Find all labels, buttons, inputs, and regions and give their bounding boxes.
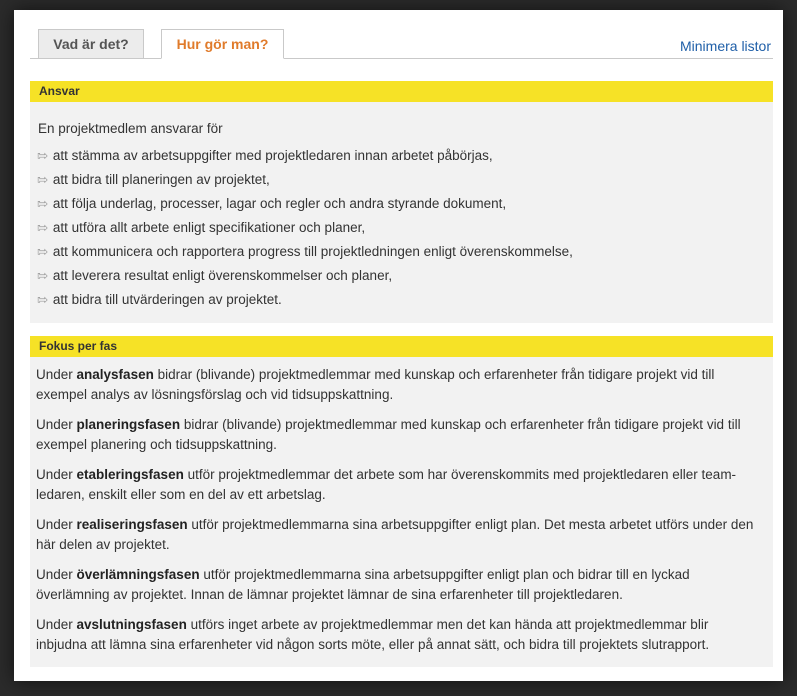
list-item: ⇰ att stämma av arbetsuppgifter med projektledaren innan arbetet påbörjas, [37,148,493,163]
arrow-icon: ⇰ [37,148,48,163]
arrow-icon: ⇰ [37,292,48,307]
phase-paragraph-planning: Under planeringsfasen bidrar (blivande) projektmedlemmar med kunskap och erfarenheter från tidigare projekt vid till exempel planering och tidsuppskattning. [36,417,741,452]
responsibility-list [30,144,773,312]
list-item: ⇰ att utföra allt arbete enligt specifikationer och planer, [37,220,366,235]
section-header-focus: Fokus per fas [30,336,773,357]
responsibility-intro: En projektmedlem ansvarar för [38,121,223,136]
phase-paragraph-establishment: Under etableringsfasen utför projektmedlemmar det arbete som har överenskommits med projektledaren eller team-ledaren, enskilt eller som en del av ett arbetslag. [36,467,737,502]
list-item: ⇰ att bidra till utvärderingen av projektet. [37,292,282,307]
list-item: ⇰ att leverera resultat enligt överenskommelser och planer, [37,268,393,283]
content-window [14,10,783,681]
arrow-icon: ⇰ [37,172,48,187]
section-header-responsibility: Ansvar [30,81,773,102]
focus-per-phase-section [30,336,773,667]
tab-how-to[interactable]: Hur gör man? [161,29,284,59]
list-item: ⇰ att följa underlag, processer, lagar och regler och andra styrande dokument, [37,196,507,211]
arrow-icon: ⇰ [37,244,48,259]
arrow-icon: ⇰ [37,196,48,211]
minimize-lists-link[interactable]: Minimera listor [679,38,771,54]
phase-paragraph-realization: Under realiseringsfasen utför projektmedlemmarna sina arbetsuppgifter enligt plan. Det mesta arbetet utförs under den här delen av projektet. [36,517,754,552]
list-item: ⇰ att bidra till planeringen av projektet, [37,172,270,187]
phase-paragraph-analysis: Under analysfasen bidrar (blivande) projektmedlemmar med kunskap och erfarenheter från tidigare projekt vid till exempel analys av lösningsförslag och vid tidsuppskattning. [36,367,715,402]
phase-paragraph-handover: Under överlämningsfasen utför projektmedlemmarna sina arbetsuppgifter enligt plan och bidrar till en lyckad överlämning av projektet. Innan de lämnar projektet lämnar de sina erfarenheter till projektledaren. [36,567,690,602]
list-item: ⇰ att kommunicera och rapportera progress till projektledningen enligt överenskommelse, [37,244,573,259]
tab-what-is-it[interactable]: Vad är det? [38,29,144,59]
tab-bar [30,28,773,59]
phase-paragraph-closure: Under avslutningsfasen utförs inget arbete av projektmedlemmar men det kan hända att projektmedlemmar blir inbjudna att lämna sina erfarenheter vid någon sorts möte, eller på annat sätt, och bidra till projektets slutrapport. [36,617,710,652]
responsibility-section [30,81,773,323]
arrow-icon: ⇰ [37,220,48,235]
arrow-icon: ⇰ [37,268,48,283]
